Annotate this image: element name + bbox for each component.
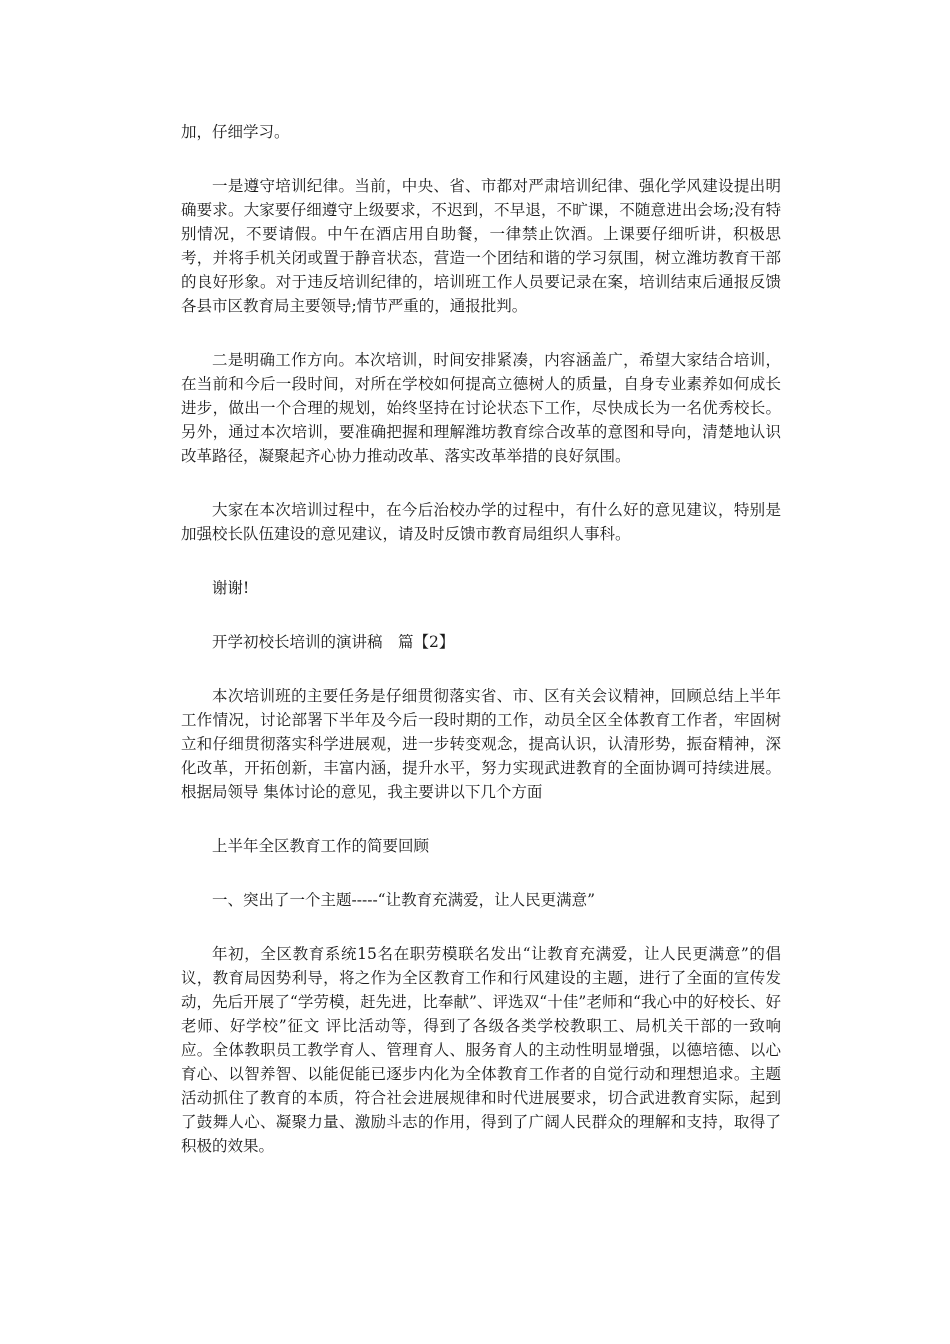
section-title-speech-2: 开学初校长培训的演讲稿 篇【2】: [212, 633, 455, 651]
paragraph-work-direction: 二是明确工作方向。本次培训，时间安排紧凑，内容涵盖广，希望大家结合培训，在当前和今后一段时间，对所在学校如何提高立德树人的质量，自身专业素养如何成长进步，做出一个合理的规划，始终坚持在讨论状态下工作，尽快成长为一名优秀校长。另外，通过本次培训，要准确把握和理解潍坊教育综合改革的意图和导向，清楚地认识改革路径，凝聚起齐心协力推动改革、落实改革举措的良好氛围。: [181, 351, 781, 465]
paragraph-theme-details: 年初，全区教育系统15名在职劳模联名发出“让教育充满爱，让人民更满意”的倡议，教育局因势利导，将之作为全区教育工作和行风建设的主题，进行了全面的宣传发动，先后开展了“学劳模，赶先进，比奉献”、评选双“十佳”老师和“我心中的好校长、好老师、好学校”征文 评比活动等，得到了各级各类学校教职工、局机关干部的一致响应。全体教职员工教学育人、管理育人、服务育人的主动性明显增强，以德培德、以心育心、以智养智、以能促能已逐步内化为全体教育工作者的自觉行动和理想追求。主题活动抓住了教育的本质，符合社会进展规律和时代进展要求，切合武进教育实际，起到了鼓舞人心、凝聚力量、激励斗志的作用，得到了广阔人民群众的理解和支持，取得了积极的效果。: [181, 945, 781, 1155]
document-body: [181, 120, 781, 1188]
section-heading-review: 上半年全区教育工作的简要回顾: [212, 837, 430, 855]
paragraph-thanks: 谢谢!: [212, 579, 250, 597]
paragraph-main-task: 本次培训班的主要任务是仔细贯彻落实省、市、区有关会议精神，回顾总结上半年工作情况，讨论部署下半年及今后一段时期的工作，动员全区全体教育工作者，牢固树立和仔细贯彻落实科学进展观，进一步转变观念，提高认识，认清形势，振奋精神，深化改革，开拓创新，丰富内涵，提升水平，努力实现武进教育的全面协调可持续进展。根据局领导 集体讨论的意见，我主要讲以下几个方面: [181, 687, 781, 801]
section-heading-theme: 一、突出了一个主题-----“让教育充满爱，让人民更满意”: [212, 891, 596, 909]
paragraph-feedback: 大家在本次培训过程中，在今后治校办学的过程中，有什么好的意见建议，特别是加强校长队伍建设的意见建议，请及时反馈市教育局组织人事科。: [181, 501, 781, 543]
paragraph-training-discipline: 一是遵守培训纪律。当前，中央、省、市都对严肃培训纪律、强化学风建设提出明确要求。大家要仔细遵守上级要求，不迟到，不早退，不旷课，不随意进出会场;没有特别情况，不要请假。中午在酒店用自助餐，一律禁止饮酒。上课要仔细听讲，积极思考，并将手机关闭或置于静音状态，营造一个团结和谐的学习氛围，树立潍坊教育干部的良好形象。对于违反培训纪律的，培训班工作人员要记录在案，培训结束后通报反馈各县市区教育局主要领导;情节严重的，通报批判。: [181, 177, 781, 315]
paragraph-continuation: 加，仔细学习。: [181, 123, 290, 141]
